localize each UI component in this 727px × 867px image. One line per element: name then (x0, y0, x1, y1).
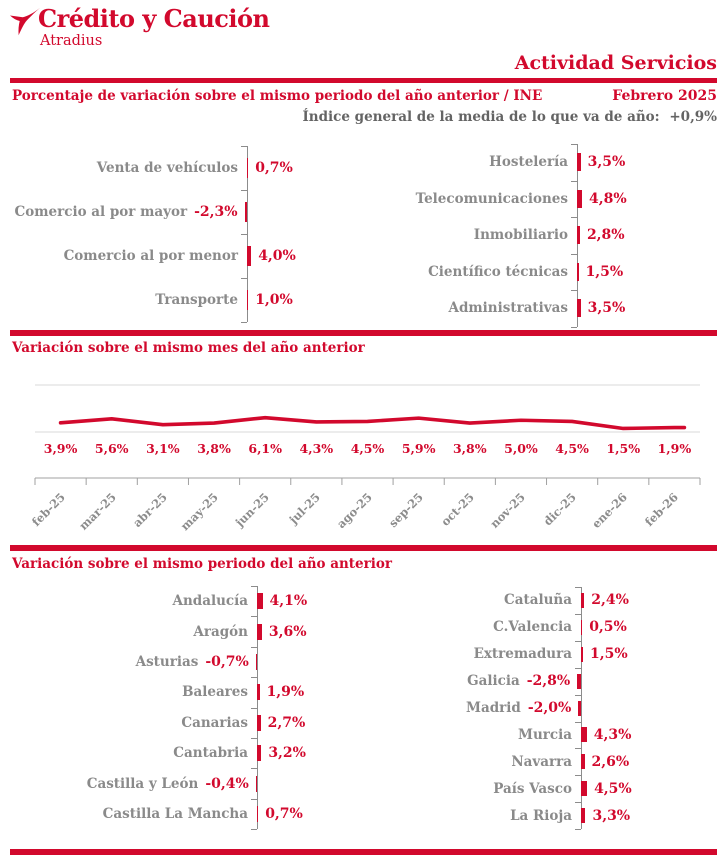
bar (577, 263, 579, 281)
category-label: Hostelería (489, 154, 568, 171)
line-chart-title: Variación sobre el mismo mes del año anterior (12, 340, 365, 356)
value-label: 4,5% (594, 780, 632, 797)
category-label: Murcia (518, 726, 572, 743)
bar (581, 727, 587, 742)
chart-row (0, 738, 363, 768)
row-label-cell (363, 781, 581, 797)
ytd-index-label: Índice general de la media de lo que va de año: (302, 109, 660, 125)
row-label-cell (0, 624, 257, 640)
bar (581, 754, 585, 769)
row-value-cell (257, 745, 363, 761)
chart-sectors-right (363, 144, 727, 327)
report-period: Febrero 2025 (612, 88, 717, 104)
x-axis-label: oct-25 (438, 490, 477, 529)
row-label-cell (363, 673, 581, 689)
chart-row (0, 799, 363, 829)
x-axis-label: nov-25 (487, 490, 528, 531)
bar (577, 226, 580, 244)
row-value-cell (577, 153, 727, 171)
row-label-cell (0, 776, 257, 792)
chart-row (0, 677, 363, 707)
chart-row (363, 748, 727, 775)
category-label: Castilla La Mancha (102, 805, 248, 822)
row-label-cell (0, 745, 257, 761)
section-divider-2 (10, 545, 717, 551)
category-label: Administrativas (448, 300, 568, 317)
category-label: Asturias (135, 653, 199, 670)
report-subtitle: Porcentaje de variación sobre el mismo periodo del año anterior / INE (12, 88, 543, 104)
value-label: 2,6% (591, 753, 630, 770)
value-label: 3,2% (268, 745, 306, 762)
x-axis-label: jul-25 (286, 490, 324, 527)
row-label-cell (0, 654, 257, 670)
row-label-cell (363, 154, 577, 170)
chart-row (363, 217, 727, 254)
bar (257, 684, 260, 700)
category-label: Científico técnicas (428, 263, 568, 280)
data-point-label: 4,5% (555, 441, 589, 456)
category-label: Telecomunicaciones (415, 190, 568, 207)
value-label: 4,8% (589, 190, 627, 207)
chart-row (363, 802, 727, 829)
row-label-cell (363, 191, 577, 207)
value-label: -0,4% (205, 775, 249, 792)
category-label: Baleares (182, 684, 248, 701)
value-label: 4,1% (269, 593, 308, 610)
footer-rule (10, 849, 717, 855)
row-label-cell (363, 619, 581, 635)
report-title: Actividad Servicios (514, 52, 717, 74)
bar (577, 674, 581, 689)
row-value-cell (581, 754, 727, 770)
axis-tick (571, 327, 577, 328)
chart-row (0, 768, 363, 798)
chart-row (0, 616, 363, 646)
value-label: -0,7% (205, 653, 249, 670)
bar (577, 299, 581, 317)
data-point-label: 3,1% (146, 441, 180, 456)
value-label: 0,7% (265, 805, 303, 822)
category-label: Castilla y León (86, 775, 199, 792)
x-axis-label: may-25 (177, 490, 221, 534)
category-label: Andalucía (172, 593, 248, 610)
data-point-label: 3,9% (43, 441, 78, 456)
axis-tick (575, 829, 581, 830)
x-axis-label: abr-25 (129, 490, 170, 530)
category-label: Venta de vehículos (96, 160, 238, 176)
x-axis-label: mar-25 (75, 490, 119, 533)
x-axis-label: jun-25 (232, 490, 273, 530)
row-value-cell (577, 299, 727, 317)
ytd-index-value: +0,9% (669, 109, 717, 125)
value-label: 1,5% (585, 263, 624, 280)
bar (578, 701, 581, 716)
bar (257, 806, 258, 822)
bar (577, 190, 582, 208)
x-axis-label: feb-25 (28, 490, 68, 530)
row-label-cell (363, 754, 581, 770)
category-label: C.Valencia (493, 619, 572, 636)
data-point-label: 5,9% (401, 441, 436, 456)
header-rule (10, 78, 717, 83)
chart-row (363, 695, 727, 722)
row-label-cell (363, 646, 581, 662)
value-label: 3,5% (587, 154, 626, 171)
row-label-cell (0, 292, 247, 308)
category-label: Cataluña (504, 592, 572, 609)
bar (581, 647, 583, 662)
value-label: 3,6% (268, 623, 307, 640)
brand-subname: Atradius (40, 33, 103, 49)
row-label-cell (363, 727, 581, 743)
value-label: -2,8% (526, 673, 571, 690)
category-label: Madrid (466, 700, 521, 717)
data-point-label: 1,5% (606, 441, 641, 456)
row-value-cell (581, 592, 727, 608)
bar (247, 158, 248, 178)
chart-regions-right (363, 587, 727, 829)
bar (257, 593, 263, 609)
row-value-cell (257, 715, 363, 731)
bar (256, 776, 257, 792)
row-label-cell (363, 700, 581, 716)
row-label-cell (0, 248, 247, 264)
value-label: 1,5% (590, 646, 628, 663)
category-label: Extremadura (473, 646, 572, 663)
category-label: Comercio al por mayor (14, 204, 188, 220)
row-label-cell (0, 806, 257, 822)
ytd-index (302, 109, 717, 125)
row-label-cell (363, 264, 577, 280)
value-label: 3,3% (592, 807, 631, 824)
value-label: 4,0% (258, 248, 296, 264)
row-label-cell (363, 300, 577, 316)
chart-row (363, 254, 727, 291)
chart-row (0, 708, 363, 738)
bar (581, 808, 585, 823)
line-chart-canvas (0, 370, 727, 545)
data-point-label: 5,6% (94, 441, 129, 456)
category-label: La Rioja (510, 807, 572, 824)
chart-sectors-left (0, 146, 363, 322)
axis-tick (241, 322, 247, 323)
x-axis-label: feb-26 (642, 490, 682, 530)
row-label-cell (363, 808, 581, 824)
row-label-cell (0, 684, 257, 700)
row-label-cell (0, 160, 247, 176)
row-value-cell (577, 190, 727, 208)
row-value-cell (257, 624, 363, 640)
chart-row (0, 190, 363, 234)
data-point-label: 3,8% (452, 441, 487, 456)
chart-row (0, 234, 363, 278)
value-label: 3,5% (587, 300, 626, 317)
row-value-cell (577, 226, 727, 244)
bar (577, 153, 581, 171)
category-label: Transporte (155, 292, 238, 308)
chart-row (363, 722, 727, 749)
row-value-cell (247, 290, 363, 310)
row-label-cell (0, 715, 257, 731)
value-label: 4,3% (593, 726, 632, 743)
chart-monthly-line (0, 370, 727, 545)
data-point-label: 3,8% (197, 441, 231, 456)
value-label: -2,0% (527, 700, 572, 717)
value-label: 1,0% (255, 292, 293, 308)
chart-row (363, 144, 727, 181)
bar (581, 620, 582, 635)
category-label: Galicia (467, 673, 520, 690)
x-axis-label: dic-25 (540, 490, 580, 529)
value-label: 2,7% (267, 714, 306, 731)
value-label: 0,5% (589, 619, 627, 636)
brand-name: Crédito y Caución (38, 4, 270, 33)
x-axis-label: ene-26 (589, 490, 631, 531)
bar (247, 290, 248, 310)
category-label: Cantabria (173, 745, 248, 762)
chart-row (363, 614, 727, 641)
axis-tick (251, 829, 257, 830)
value-label: 0,7% (255, 160, 293, 176)
trend-line (61, 418, 685, 429)
data-point-label: 1,9% (657, 441, 692, 456)
chart-row (0, 647, 363, 677)
value-label: -2,3% (194, 204, 238, 220)
category-label: País Vasco (493, 780, 572, 797)
bar (581, 593, 584, 608)
chart-regions-left (0, 586, 363, 829)
brand-logo-icon (10, 7, 40, 37)
bar (245, 202, 247, 222)
data-point-label: 4,5% (350, 441, 385, 456)
row-value-cell (581, 727, 727, 743)
row-label-cell (0, 202, 247, 222)
bar (257, 715, 261, 731)
row-value-cell (247, 246, 363, 266)
bar (257, 745, 261, 761)
section-divider-1 (10, 330, 717, 336)
row-value-cell (581, 619, 727, 635)
category-label: Aragón (193, 623, 248, 640)
category-label: Comercio al por menor (63, 248, 238, 264)
chart-row (363, 290, 727, 327)
value-label: 2,8% (586, 227, 625, 244)
data-point-label: 6,1% (248, 441, 282, 456)
bar (581, 781, 587, 796)
x-axis-label: ago-25 (333, 490, 375, 532)
row-value-cell (581, 646, 727, 662)
row-value-cell (257, 806, 363, 822)
x-axis-label: sep-25 (385, 490, 426, 531)
chart-row (363, 668, 727, 695)
row-value-cell (257, 684, 363, 700)
chart-row (363, 181, 727, 218)
chart-row (363, 775, 727, 802)
regions-chart-title: Variación sobre el mismo periodo del año anterior (12, 556, 392, 572)
value-label: 1,9% (266, 684, 305, 701)
chart-row (0, 146, 363, 190)
row-value-cell (577, 263, 727, 281)
row-label-cell (363, 592, 581, 608)
category-label: Canarias (181, 714, 248, 731)
chart-row (363, 641, 727, 668)
row-value-cell (257, 593, 363, 609)
bar (247, 246, 251, 266)
bar (257, 624, 262, 640)
category-label: Inmobiliario (473, 227, 568, 244)
value-label: 2,4% (591, 592, 629, 609)
row-label-cell (363, 227, 577, 243)
row-value-cell (581, 781, 727, 797)
row-value-cell (247, 158, 363, 178)
row-label-cell (0, 593, 257, 609)
bar (256, 654, 257, 670)
data-point-label: 4,3% (299, 441, 334, 456)
chart-row (0, 586, 363, 616)
chart-row (0, 278, 363, 322)
chart-row (363, 587, 727, 614)
data-point-label: 5,0% (504, 441, 538, 456)
row-value-cell (581, 808, 727, 824)
category-label: Navarra (511, 753, 572, 770)
